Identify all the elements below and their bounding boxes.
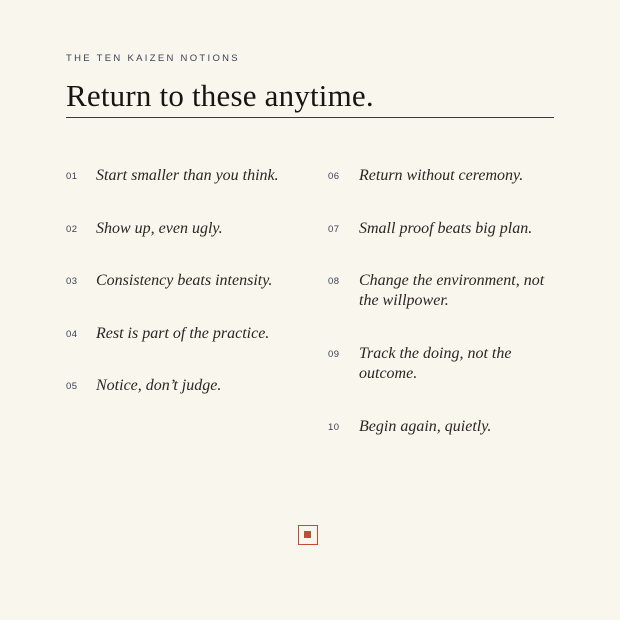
notion-text: Consistency beats intensity.: [96, 272, 273, 289]
notion-text: Small proof beats big plan.: [359, 219, 533, 237]
notion-number: 01: [66, 171, 78, 182]
notion-text: Start smaller than you think.: [96, 167, 279, 184]
notion-item: [66, 219, 296, 272]
notion-text: Notice, don’t judge.: [96, 377, 222, 394]
notion-number: 04: [66, 328, 78, 340]
section-eyebrow: THE TEN KAIZEN NOTIONS: [66, 53, 240, 64]
page-title: Return to these anytime.: [66, 78, 374, 113]
notion-number: 08: [328, 276, 340, 287]
notion-item: [328, 166, 554, 219]
notion-item: [328, 271, 554, 344]
notion-number: 06: [328, 171, 340, 182]
notion-item: [328, 417, 554, 470]
seal-center-dot: [304, 531, 311, 538]
notion-item: [66, 271, 296, 324]
notion-text: Track the doing, not the outcome.: [359, 345, 512, 382]
notion-text: Begin again, quietly.: [359, 418, 492, 435]
notion-item: [328, 219, 554, 272]
notion-item: [66, 376, 296, 429]
notion-text: Return without ceremony.: [359, 167, 524, 184]
notion-item: [66, 324, 296, 377]
notion-number: 09: [328, 349, 340, 360]
notion-text: Show up, even ugly.: [96, 219, 223, 237]
notion-item: [328, 344, 554, 417]
notion-item: [66, 166, 296, 219]
notion-number: 05: [66, 381, 78, 392]
notion-number: 07: [328, 223, 340, 235]
notion-number: 10: [328, 422, 340, 433]
notions-list-left: [66, 166, 296, 429]
title-divider: [66, 117, 554, 118]
notion-text: Change the environment, not the willpower.: [359, 272, 545, 309]
notions-list-right: [328, 166, 554, 470]
notion-text: Rest is part of the practice.: [96, 324, 270, 342]
square-seal-icon: [298, 525, 318, 545]
notion-number: 02: [66, 223, 78, 235]
notion-number: 03: [66, 276, 78, 287]
